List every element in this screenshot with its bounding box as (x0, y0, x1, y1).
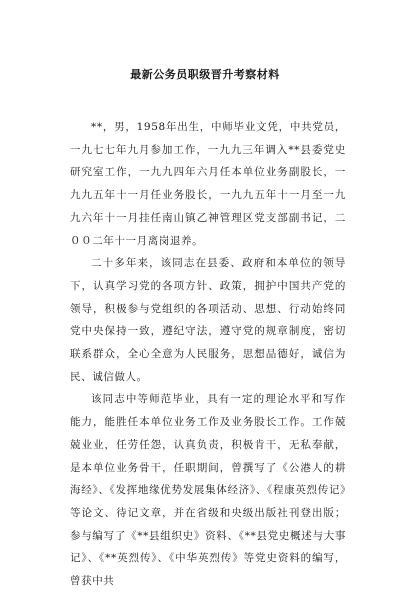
document-title: 最新公务员职级晋升考察材料 (130, 68, 280, 81)
paragraph-political-performance: 二十多年来，该同志在县委、政府和本单位的领导下，认真学习党的各项方针、政策，拥护中国共产党的领导，积极参与党组织的各项活动、思想、行动始终同党中央保持一致，遵纪守法，遵守党的规章制度，密切联系群众，全心全意为人民服务，思想品德好，诚信为民、诚信做人。 (70, 257, 346, 383)
paragraph-personal-history: **，男，1958年出生，中师毕业文凭，中共党员，一九七七年九月参加工作，一九九三年调入**县委党史研究室工作，一九九四年六月任本单位业务副股长，一九九五年十一月任业务股长，一九九五年十一月至一九九六年十一月挂任南山镇乙神管理区党支部副书记，二００二年十一月离岗退养。 (70, 121, 346, 247)
document-body (70, 116, 346, 593)
paragraph-work-ability: 该同志中等师范毕业，具有一定的理论水平和写作能力，能胜任本单位业务工作及业务股长工作。工作兢兢业业，任劳任怨，认真负责，积极肯干，无私奉献，是本单位业务骨干，任职期间，曾撰写了《公港人的耕海经》、《发挥地缘优势发展集体经济》、《程康英烈传记》等论文、待记文章，并在省级和央级出版社刊登出版；参与编写了《**县组织史》资料、《**县党史概述与大事记》、《**英烈传》、《中华英烈传》等党史资料的编写，曾获中共 (70, 393, 346, 588)
